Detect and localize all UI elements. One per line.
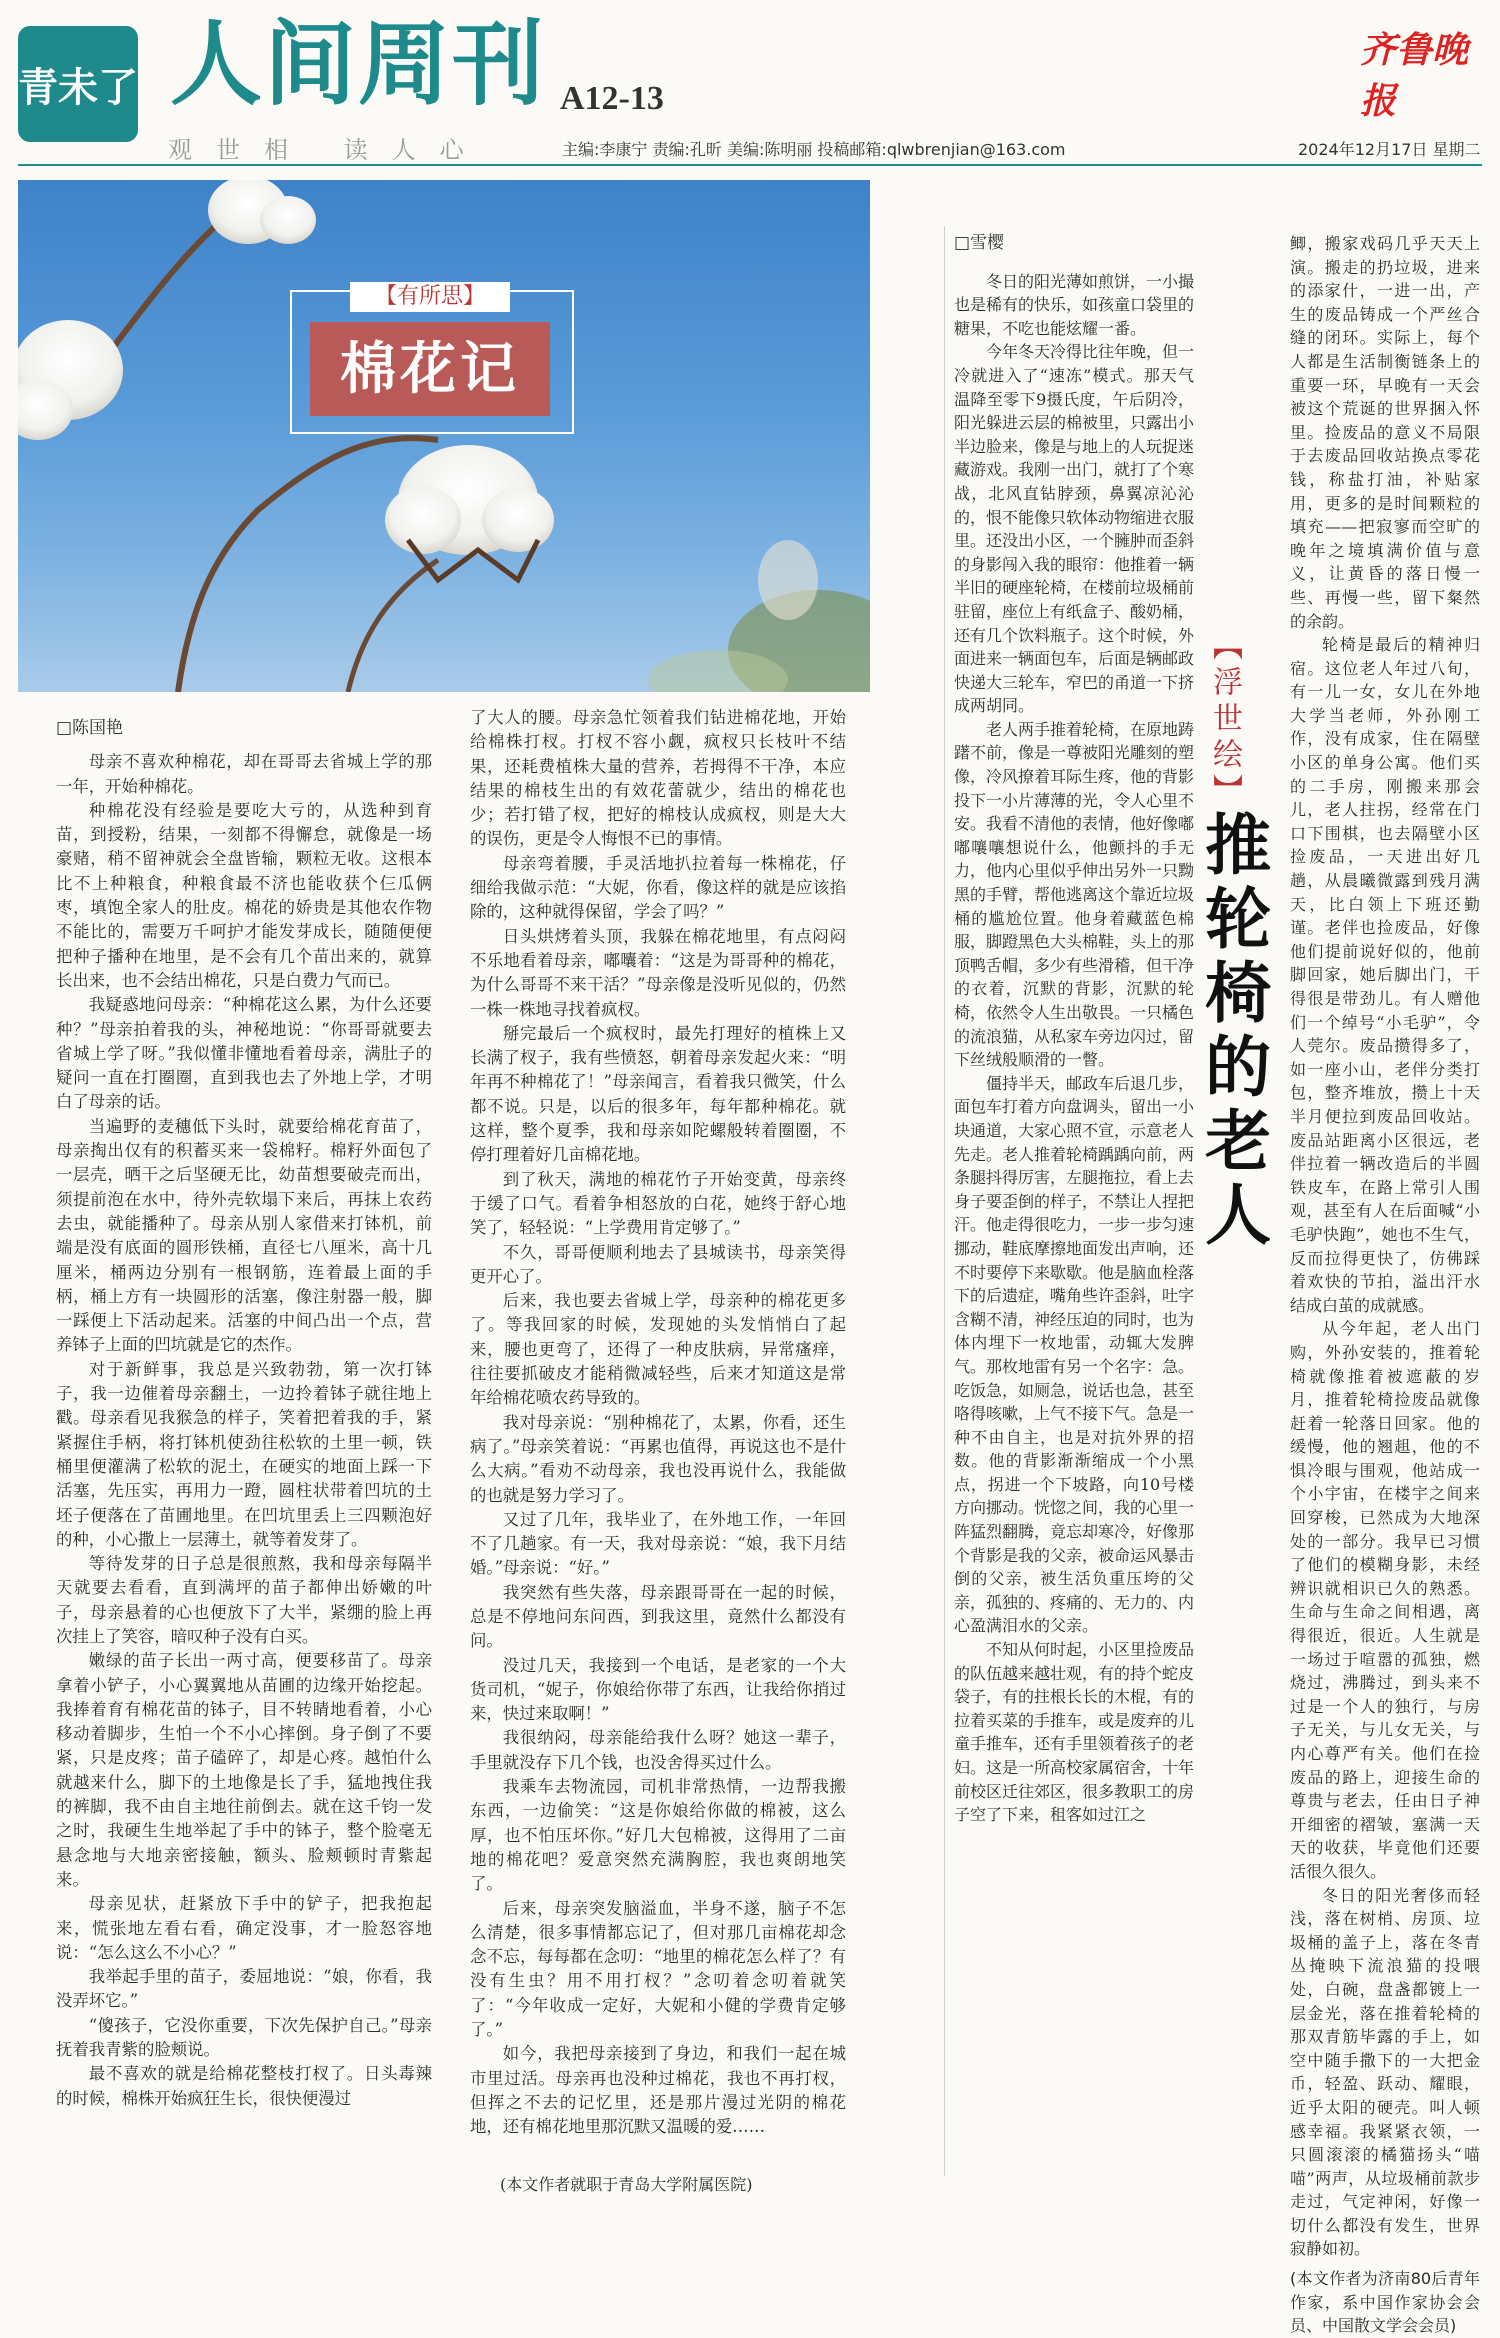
staff-credits: 主编:李康宁 责编:孔昕 美编:陈明丽 投稿邮箱:qlwbrenjian@163.com [562,140,1066,159]
article2-column-1 [954,232,1194,1827]
masthead-rule [18,164,1482,166]
paragraph: 今年冬天冷得比往年晚，但一冷就进入了“速冻”模式。那天气温降至零下9摄氏度，午后阴冷，阳光躲进云层的棉被里，只露出小半边脸来，像是与地上的人玩捉迷藏游戏。我刚一出门，就打了个寒战，北风直钻脖颈，鼻翼凉沁沁的，恨不能像只软体动物缩进衣服里。还没出小区，一个臃肿而歪斜的身影闯入我的眼帘：他推着一辆半旧的硬座轮椅，在楼前垃圾桶前驻留，座位上有纸盒子、酸奶桶，还有几个饮料瓶子。这个时候，外面进来一辆面包车，后面是辆邮政快递大三轮车，窄巴的甬道一下挤成两胡同。 [954,342,1195,716]
article2-col2-body [1290,232,1480,2261]
paragraph: 冬日的阳光奢侈而轻浅，落在树梢、房顶、垃圾桶的盖子上，落在冬青丛掩映下流浪猫的投喂处，白碗，盘盏都镀上一层金光，落在推着轮椅的那双青筋毕露的手上，如空中随手撒下的一大把金币，轻盈、跃动、耀眼，近乎太阳的硬壳。叫人顿感幸福。我紧紧衣领，一只圆滚滚的橘猫扬头“喵喵”两声，从垃圾桶前款步走过，气定神闲，好像一切什么都没有发生，世界寂静如初。 [1290,1885,1480,2259]
section-logo [18,26,138,142]
paragraph: 等待发芽的日子总是很煎熬，我和母亲每隔半天就要去看看，直到满坪的苗子都伸出娇嫩的叶子，母亲悬着的心也便放下了大半，紧绷的脸上再次挂上了笑容，暗叹种子没有白买。 [56,1554,432,1646]
paragraph: 种棉花没有经验是要吃大亏的，从选种到育苗，到授粉，结果，一刻都不得懈怠，就像是一场豪赌，稍不留神就会全盘皆输，颗粒无收。这根本比不上种粮食，种粮食最不济也能收获个仨瓜俩枣，填饱全家人的肚皮。棉花的娇贵是其他农作物不能比的，需要万千呵护才能发芽成长，随随便便把种子播种在地里，是不会有几个苗出来的，就算长出来，也不会结出棉花，只是白费力气而已。 [56,800,432,990]
article1-title: 棉花记 [310,322,550,416]
paragraph: 当遍野的麦穗低下头时，就要给棉花育苗了，母亲掏出仅有的积蓄买来一袋棉籽。棉籽外面包了一层壳，晒干之后坚硬无比，幼苗想要破壳而出，须提前泡在水中，待外壳软塌下来后，再抹上农药去虫，就能播种了。母亲从别人家借来打钵机，前端是没有底面的圆形铁桶，直径七八厘米，高十几厘米，桶两边分别有一根钢筋，连着最上面的手柄，桶上方有一块圆形的活塞，像注射器一般，脚一踩便上下活动起来。活塞的中间凸出一个点，营养钵子上面的凹坑就是它的杰作。 [56,1116,432,1355]
page-title: 人间周刊 [170,10,547,118]
paragraph: 从今年起，老人出门购，外孙安装的，推着轮椅就像推着被遮蔽的岁月，推着轮椅捡废品就像赶着一轮落日回家。他的缓慢，他的翘趄，他的不惧冷眼与围观，他站成一个小宇宙，在楼宇之间来回穿梭，已然成为大地深处的一部分。我早已习惯了他们的模糊身影，未经辨识就相识已久的熟悉。生命与生命之间相遇，离得很近，很近。人生就是一场过于喧嚣的孤独，燃烧过，沸腾过，到头来不过是一个人的独行，与房子无关，与儿女无关，与内心尊严有关。他们在捡废品的路上，迎接生命的尊贵与老去，任由日子神开细密的褶皱，塞满一天天的收获，毕竟他们还要活很久很久。 [1290,1319,1480,1881]
cotton-photo [18,180,870,692]
paragraph: 日头烘烤着头顶，我躲在棉花地里，有点闷闷不乐地看着母亲，嘟囔着：“这是为哥哥种的棉花，为什么哥哥不来干活？”母亲像是没听见似的，仍然一株一株地寻找着疯杈。 [470,926,846,1019]
paragraph: 老人两手推着轮椅，在原地踌躇不前，像是一尊被阳光雕刻的塑像，冷风撩着耳际生疼，他的背影投下一小片薄薄的光，令人心里不安。我看不清他的表情，他好像嘟嘟嚷嚷想说什么，他颤抖的手无力，他内心里似乎伸出另外一只黝黑的手臂，帮他逃离这个靠近垃圾桶的尴尬位置。他身着藏蓝色棉服，脚蹬黑色大头棉鞋，头上的那顶鸭舌帽，多少有些滑稽，但干净的衣着，沉默的背影，沉默的轮椅，依然令人生出敬畏。一只橘色的流浪猫，从私家车旁边闪过，留下丝绒般顺滑的一瞥。 [954,719,1195,1070]
article1-tag: 【有所思】 [350,282,510,312]
paragraph: 不知从何时起，小区里捡废品的队伍越来越壮观，有的持个蛇皮袋子，有的拄根长长的木棍，有的拉着买菜的手推车，或是废弃的儿童手推车，还有手里领着孩子的老妇。这是一所高校家属宿舍，十年前校区迁往郊区，很多教职工的房子空了下来，租客如过江之 [954,1640,1195,1825]
article1-col1-body [56,750,432,2111]
paragraph: 又过了几年，我毕业了，在外地工作，一年回不了几趟家。有一天，我对母亲说：“娘，我下月结婚。”母亲说：“好。” [470,1509,846,1578]
paragraph: 不久，哥哥便顺利地去了县城读书，母亲笑得更开心了。 [470,1242,846,1286]
paragraph: 母亲不喜欢种棉花，却在哥哥去省城上学的那一年，开始种棉花。 [56,752,432,796]
page-number: A12-13 [560,80,664,117]
section-logo-text: 青未了 [18,63,138,111]
article1-column-2 [470,706,846,2140]
newspaper-brand: 齐鲁晚报 [1360,29,1469,122]
article2-title: 推轮椅的老人 [1193,810,1272,1254]
article2-tag: 【浮世绘】 [1207,630,1242,810]
article1-column-1 [56,716,432,2111]
article2-author: □雪樱 [954,233,1005,253]
column-divider [944,226,945,2176]
article2-note: (本文作者为济南80后青年作家，系中国作家协会会员、中国散文学会会员) [1290,2269,1480,2336]
article2-column-2 [1290,232,1480,2338]
article1-note: (本文作者就职于青岛大学附属医院) [500,2175,753,2194]
paragraph: 后来，母亲突发脑溢血，半身不遂，脑子不怎么清楚，很多事情都忘记了，但对那几亩棉花却念念不忘，每每都在念叨：“地里的棉花怎么样了？有没有生虫？用不用打杈？”念叨着念叨着就笑了：“今年收成一定好，大妮和小健的学费肯定够了。” [470,1898,846,2040]
paragraph: 我对母亲说：“别种棉花了，太累，你看，还生病了。”母亲笑着说：“再累也值得，再说这也不是什么大病。”看劝不动母亲，我也没再说什么，我能做的也就是努力学习了。 [470,1412,846,1505]
paragraph: 我乘车去物流园，司机非常热情，一边帮我搬东西，一边偷笑：“这是你娘给你做的棉被，这么厚，也不怕压坏你。”好几大包棉被，这得用了二亩地的棉花吧？爱意突然充满胸腔，我也爽朗地笑了。 [470,1777,846,1894]
cotton-illustration [18,180,870,692]
paragraph: 对于新鲜事，我总是兴致勃勃，第一次打钵子，我一边催着母亲翻土，一边拎着钵子就往地上戳。母亲看见我猴急的样子，笑着把着我的手，紧紧握住手柄，将打钵机使劲往松软的土里一顿，铁桶里便灌满了松软的泥土，在硬实的地面上踩一下活塞，先压实，再用力一蹬，圆柱状带着凹坑的土坯子便落在了苗圃地里。在凹坑里丢上三四颗泡好的种，小心撒上一层薄土，就等着发芽了。 [56,1359,432,1549]
paragraph: 如今，我把母亲接到了身边，和我们一起在城市里过活。母亲再也没种过棉花，我也不再打杈，但挥之不去的记忆里，还是那片漫过光阴的棉花地，还有棉花地里那沉默又温暖的爱…… [470,2044,846,2137]
paragraph: “傻孩子，它没你重要，下次先保护自己。”母亲抚着我青紫的脸颊说。 [56,2015,432,2060]
paragraph: 我举起手里的苗子，委屈地说：“娘，你看，我没弄坏它。” [56,1967,432,2011]
paragraph: 我疑惑地问母亲：“种棉花这么累，为什么还要种？”母亲拍着我的头，神秘地说：“你哥哥就要去省城上学了呀。”我似懂非懂地看着母亲，满肚子的疑问一直在打圈圈，直到我也去了外地上学，才明白了母亲的话。 [56,995,432,1112]
paragraph: 母亲见状，赶紧放下手中的铲子，把我抱起来，慌张地左看右看，确定没事，才一脸怒容地说：“怎么这么不小心？” [56,1894,432,1962]
paragraph: 僵持半天，邮政车后退几步，面包车打着方向盘调头，留出一小块通道，大家心照不宣，示意老人先走。老人推着轮椅踽踽向前，两条腿抖得厉害，左腿拖拉，看上去身子要歪倒的样子，不禁让人捏把汗。他走得很吃力，一步一步匀速挪动，鞋底摩擦地面发出声响，还不时要停下来歇歇。他是脑血栓落下的后遗症，嘴角些许歪斜，吐字含糊不清，神经压迫的同时，也为体内埋下一枚地雷，动辄大发脾气。那枚地雷有另一个名字：急。吃饭急，如厕急，说话也急，甚至咯得咳嗽，上气不接下气。急是一种不由自主，也是对抗外界的招数。他的背影渐渐缩成一个小黑点，拐进一个下坡路，向10号楼方向挪动。恍惚之间，我的心里一阵猛烈翻腾，竟忘却寒冷，好像那个背影是我的父亲，被命运风暴击倒的父亲，被生活负重压垮的父亲，孤独的、疼痛的、无力的、内心盈满泪水的父亲。 [954,1073,1195,1636]
paragraph: 鲫，搬家戏码几乎天天上演。搬走的扔垃圾，进来的添家什，一进一出，产生的废品铸成一个严丝合缝的闭环。实际上，每个人都是生活制衡链条上的重要一环，早晚有一天会被这个荒诞的世界捆入怀里。捡废品的意义不局限于去废品回收站换点零花钱，称盐打油，补贴家用，更多的是时间颗粒的填充——把寂寥而空旷的晚年之境填满价值与意义，让黄昏的落日慢一些、再慢一些，留下粲然的余韵。 [1290,234,1480,631]
paragraph: 到了秋天，满地的棉花竹子开始变黄，母亲终于缓了口气。看着争相怒放的白花，她终于舒心地笑了，轻轻说：“上学费用肯定够了。” [470,1169,846,1238]
paragraph: 我很纳闷，母亲能给我什么呀？她这一辈子，手里就没存下几个钱，也没舍得买过什么。 [470,1728,846,1772]
paragraph: 没过几天，我接到一个电话，是老家的一个大货司机，“妮子，你娘给你带了东西，让我给你捎过来，快过来取啊！” [470,1655,846,1724]
issue-date: 2024年12月17日 星期二 [1298,140,1481,159]
paragraph: 轮椅是最后的精神归宿。这位老人年过八旬，有一儿一女，女儿在外地大学当老师，外孙刚工作，没有成家，住在隔壁小区的单身公寓。他们买的二手房，刚搬来那会儿，老人拄拐，经常在门口下围棋，也去隔壁小区捡废品，一天进出好几趟，从晨曦微露到残月满天，比白领上下班还勤谨。老伴也捡废品，好像他们提前说好似的，他前脚回家，她后脚出门，干得很是带劲儿。有人赠他们一个绰号“小毛驴”，令人莞尔。废品攒得多了，如一座小山，老伴分类打包，整齐堆放，攒上十天半月便拉到废品回收站。废品站距离小区很远，老伴拉着一辆改造后的半圆铁皮车，在路上常引人围观，甚至有人在后面喊“小毛驴快跑”，她也不生气，反而拉得更快了，仿佛踩着欢快的节拍，溢出汗水结成白茧的成就感。 [1290,635,1480,1315]
article2-col1-body [954,270,1194,1827]
paragraph: 母亲弯着腰，手灵活地扒拉着每一株棉花，仔细给我做示范：“大妮，你看，像这样的就是应该掐除的，这种就得保留，学会了吗？” [470,853,846,922]
article1-col2-body [470,706,846,2140]
paragraph: 最不喜欢的就是给棉花整枝打杈了。日头毒辣的时候，棉株开始疯狂生长，很快便漫过 [56,2064,432,2108]
paragraph: 嫩绿的苗子长出一两寸高，便要移苗了。母亲拿着小铲子，小心翼翼地从苗圃的边缘开始挖起。我捧着育有棉花苗的钵子，目不转睛地看着，小心移动着脚步，生怕一个不小心摔倒。身子倒了不要紧，只是皮疼；苗子磕碎了，却是心疼。越怕什么就越来什么，脚下的土地像是长了手，猛地拽住我的裤脚，我不由自主地往前倒去。就在这千钧一发之时，我硬生生地举起了手中的钵子，整个脸毫无悬念地与大地亲密接触，额头、脸颊顿时青紫起来。 [56,1651,432,1889]
article1-author: □陈国艳 [56,718,124,738]
paragraph: 冬日的阳光薄如煎饼，一小撮也是稀有的快乐，如孩童口袋里的糖果，不吃也能炫耀一番。 [954,271,1195,338]
paragraph: 后来，我也要去省城上学，母亲种的棉花更多了。等我回家的时候，发现她的头发悄悄白了起来，腰也更弯了，还得了一种皮肤病，异常瘙痒，往往要抓破皮才能稍微减轻些，后来才知道这是常年给棉花喷农药导致的。 [470,1291,846,1408]
paragraph: 掰完最后一个疯杈时，最先打理好的植株上又长满了杈子，我有些愤怒，朝着母亲发起火来：“明年再不种棉花了！”母亲闻言，看着我只微笑，什么都不说。只是，以后的很多年，每年都种棉花。就这样，整个夏季，我和母亲如陀螺般转着圈圈，不停打理着好几亩棉花地。 [470,1023,846,1165]
section-motto: 观世相 读人心 [168,136,488,164]
paragraph: 了大人的腰。母亲急忙领着我们钻进棉花地，开始给棉株打杈。打杈不容小觑，疯杈只长枝叶不结果，还耗费植株大量的营养，若拇得不干净，本应结果的棉枝生出的有效花蕾就少，结出的棉花也少；若打错了杈，把好的棉枝认成疯杈，则是大大的误伤，更是令人悔恨不已的事情。 [470,708,846,849]
paragraph: 我突然有些失落，母亲跟哥哥在一起的时候，总是不停地问东问西，到我这里，竟然什么都没有问。 [470,1582,846,1651]
